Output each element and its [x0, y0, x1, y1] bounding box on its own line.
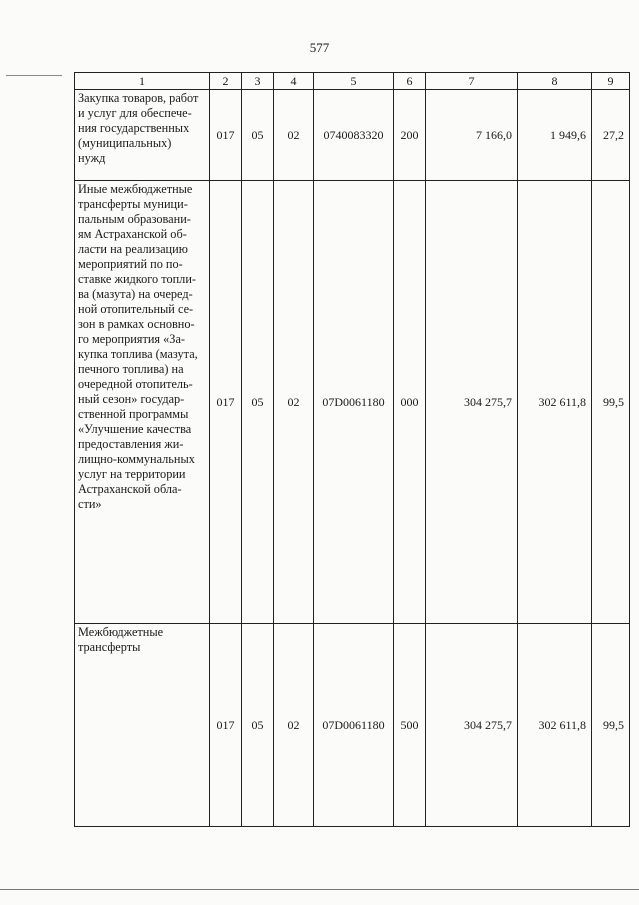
cell-executed-amount: 1 949,6	[518, 90, 592, 181]
description-line: купка топлива (мазута,	[78, 347, 198, 361]
header-cell: 8	[518, 73, 592, 90]
cell-percent: 99,5	[592, 624, 630, 827]
cell-planned-amount: 7 166,0	[426, 90, 518, 181]
cell-ministry-code: 017	[210, 624, 242, 827]
cell-expense-type: 500	[394, 624, 426, 827]
description-line: пальным образовани-	[78, 212, 191, 226]
description-line: лищно-коммунальных	[78, 452, 195, 466]
description-line: ный сезон» государ-	[78, 392, 185, 406]
cell-expense-type: 200	[394, 90, 426, 181]
description-line: «Улучшение качества	[78, 422, 192, 436]
cell-executed-amount: 302 611,8	[518, 181, 592, 624]
header-cell: 5	[314, 73, 394, 90]
description-line: ной отопительный се-	[78, 302, 194, 316]
row-description	[75, 624, 210, 827]
description-line: трансферты муници-	[78, 197, 188, 211]
cell-subsection: 02	[274, 181, 314, 624]
description-line: сти»	[78, 497, 102, 511]
cell-ministry-code: 017	[210, 181, 242, 624]
table-row	[75, 181, 630, 624]
description-line: ния государственных	[78, 121, 190, 135]
page-number: 577	[309, 40, 330, 55]
description-line: предоставления жи-	[78, 437, 184, 451]
description-line: зон в рамках основно-	[78, 317, 195, 331]
description-line: ям Астраханской об-	[78, 227, 187, 241]
header-row	[75, 73, 630, 90]
description-line: печного топлива) на	[78, 362, 184, 376]
header-cell: 1	[75, 73, 210, 90]
cell-expense-type: 000	[394, 181, 426, 624]
cell-planned-amount: 304 275,7	[426, 181, 518, 624]
description-line: Иные межбюджетные	[78, 182, 193, 196]
description-line: ласти на реализацию	[78, 242, 188, 256]
cell-ministry-code: 017	[210, 90, 242, 181]
header-cell: 7	[426, 73, 518, 90]
description-line: Закупка товаров, работ	[78, 91, 199, 105]
cell-target-article: 07D0061180	[314, 624, 394, 827]
margin-dash	[6, 75, 62, 76]
description-line: нужд	[78, 151, 106, 165]
description-line: очередной отопитель-	[78, 377, 193, 391]
description-line: мероприятий по по-	[78, 257, 183, 271]
header-cell: 9	[592, 73, 630, 90]
description-line: Межбюджетные	[78, 625, 164, 639]
cell-section: 05	[242, 181, 274, 624]
description-line: ставке жидкого топли-	[78, 272, 196, 286]
header-cell: 6	[394, 73, 426, 90]
cell-section: 05	[242, 90, 274, 181]
header-cell: 3	[242, 73, 274, 90]
cell-section: 05	[242, 624, 274, 827]
cell-target-article: 07D0061180	[314, 181, 394, 624]
description-line: и услуг для обеспече-	[78, 106, 192, 120]
description-line: трансферты	[78, 640, 141, 654]
cell-planned-amount: 304 275,7	[426, 624, 518, 827]
table-row	[75, 90, 630, 181]
description-line: (муниципальных)	[78, 136, 172, 150]
cell-percent: 27,2	[592, 90, 630, 181]
cell-executed-amount: 302 611,8	[518, 624, 592, 827]
description-line: ственной программы	[78, 407, 189, 421]
description-line: го мероприятия «За-	[78, 332, 186, 346]
cell-target-article: 0740083320	[314, 90, 394, 181]
budget-table	[74, 72, 630, 827]
header-cell: 4	[274, 73, 314, 90]
table-row	[75, 624, 630, 827]
row-description	[75, 90, 210, 181]
cell-subsection: 02	[274, 624, 314, 827]
description-line: ва (мазута) на очеред-	[78, 287, 193, 301]
row-description	[75, 181, 210, 624]
header-cell: 2	[210, 73, 242, 90]
cell-subsection: 02	[274, 90, 314, 181]
description-line: услуг на территории	[78, 467, 186, 481]
bottom-rule	[0, 889, 639, 890]
cell-percent: 99,5	[592, 181, 630, 624]
description-line: Астраханской обла-	[78, 482, 182, 496]
